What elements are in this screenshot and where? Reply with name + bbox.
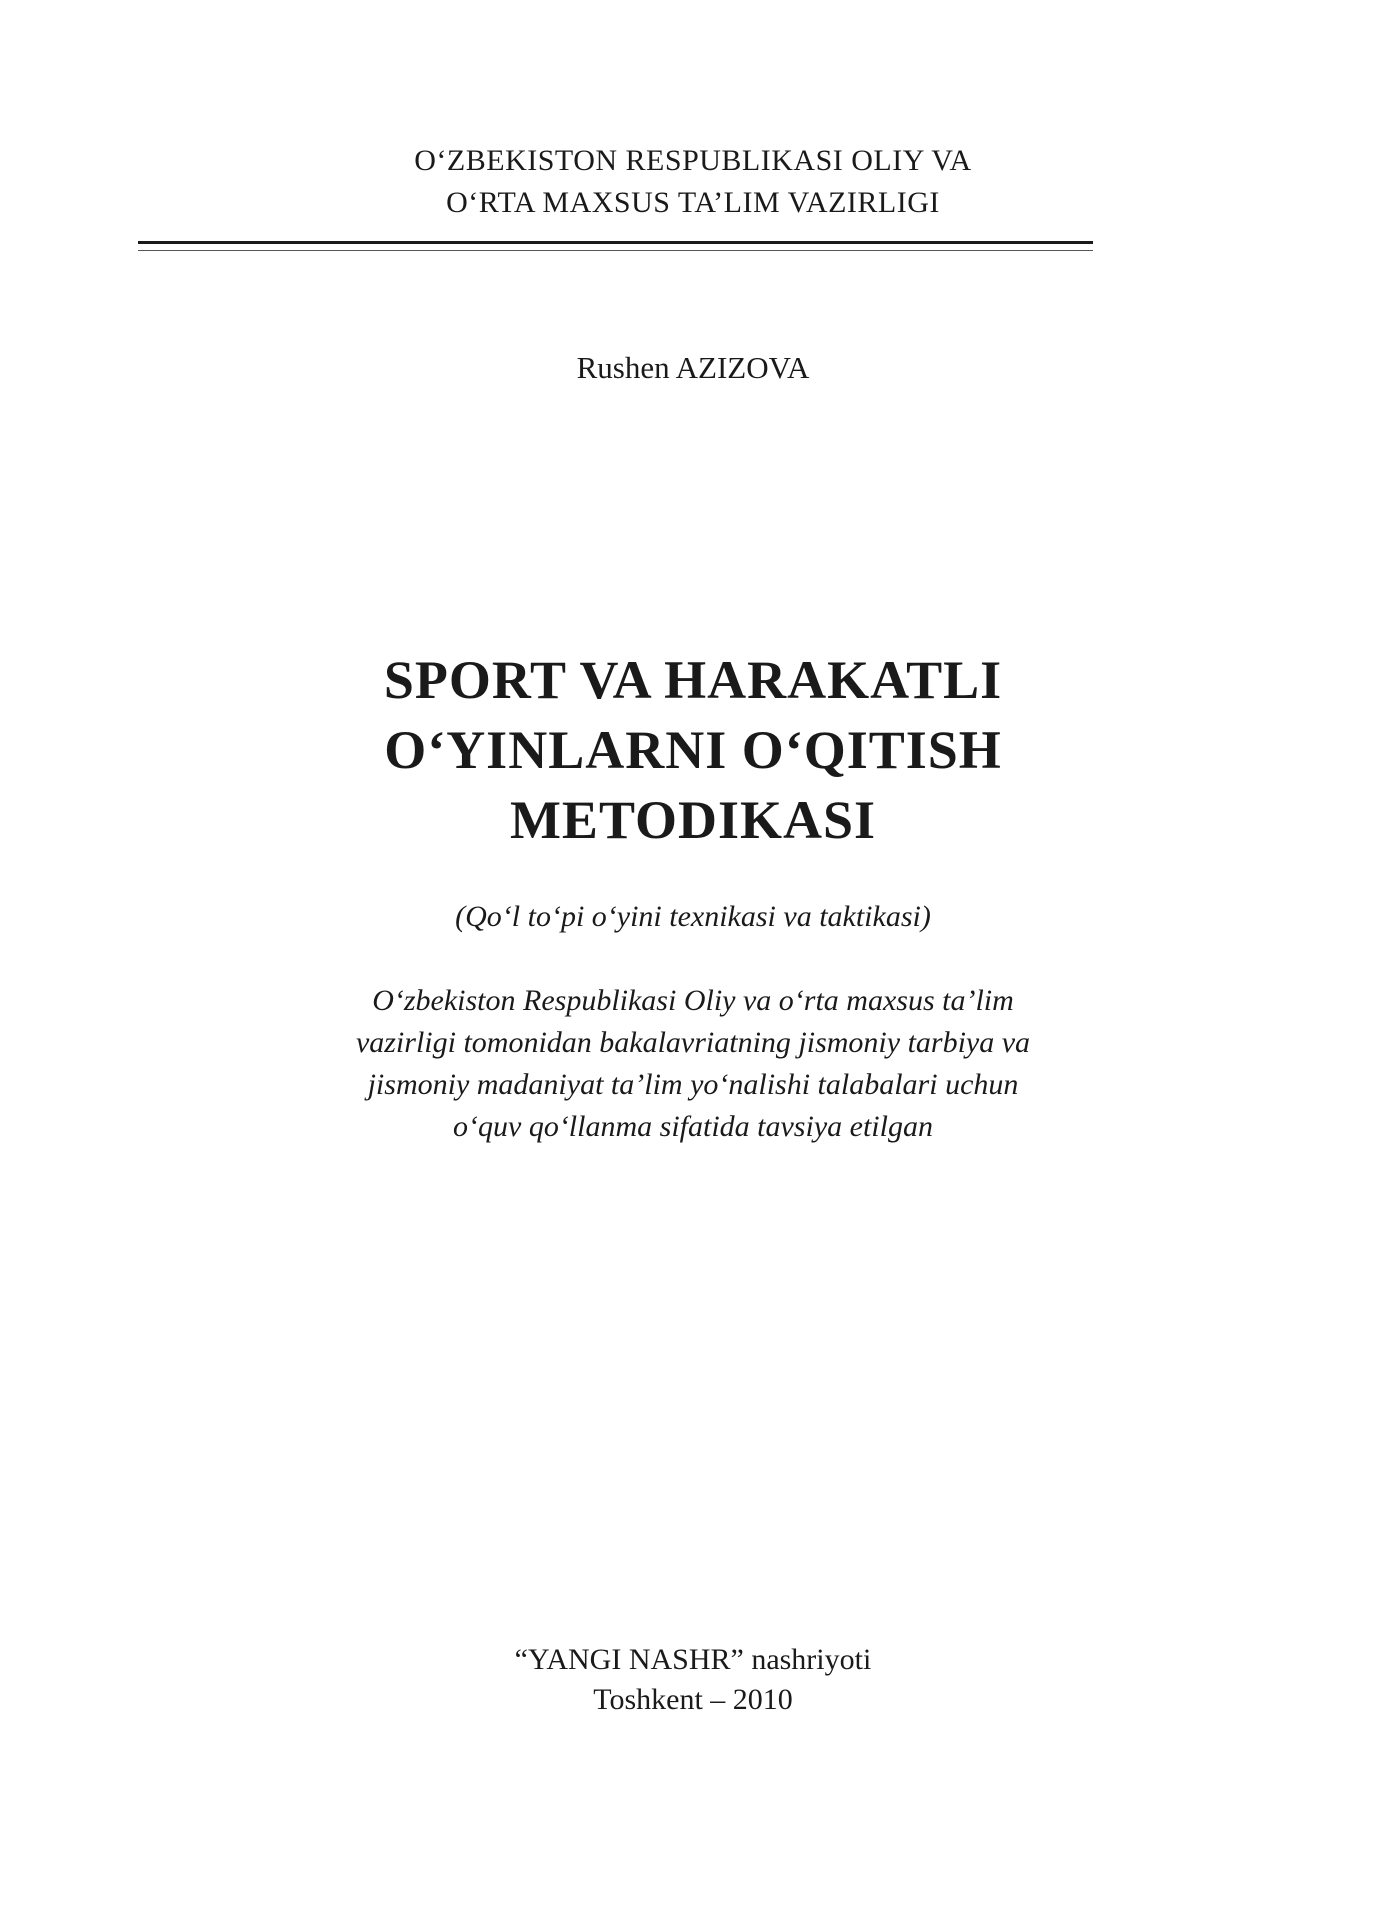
ministry-line-2: O‘RTA MAXSUS TA’LIM VAZIRLIGI [446, 186, 940, 219]
title-line-1: SPORT VA HARAKATLI [383, 650, 1003, 710]
publisher-place-year: Toshkent – 2010 [593, 1683, 793, 1716]
recommendation-line-3: jismoniy madaniyat ta’lim yo‘nalishi talabalari uchun [367, 1068, 1019, 1101]
recommendation-line-1: O‘zbekiston Respublikasi Oliy va o‘rta maxsus ta’lim [372, 984, 1014, 1017]
title-line-3: METODIKASI [509, 790, 877, 850]
book-title [0, 645, 1386, 855]
header-divider-thick [138, 241, 1093, 244]
title-line-2: O‘YINLARNI O‘QITISH [384, 720, 1002, 780]
ministry-header [0, 140, 1386, 224]
recommendation-text [0, 980, 1386, 1148]
publisher-info [0, 1640, 1386, 1720]
book-subtitle: (Qo‘l to‘pi o‘yini texnikasi va taktikasi) [455, 900, 931, 933]
publisher-name: “YANGI NASHR” nashriyoti [514, 1643, 872, 1676]
header-divider-thin [138, 250, 1093, 251]
author-name: Rushen AZIZOVA [576, 350, 810, 385]
ministry-line-1: O‘ZBEKISTON RESPUBLIKASI OLIY VA [414, 144, 972, 177]
recommendation-line-2: vazirligi tomonidan bakalavriatning jismoniy tarbiya va [355, 1026, 1031, 1059]
recommendation-line-4: o‘quv qo‘llanma sifatida tavsiya etilgan [453, 1110, 933, 1143]
